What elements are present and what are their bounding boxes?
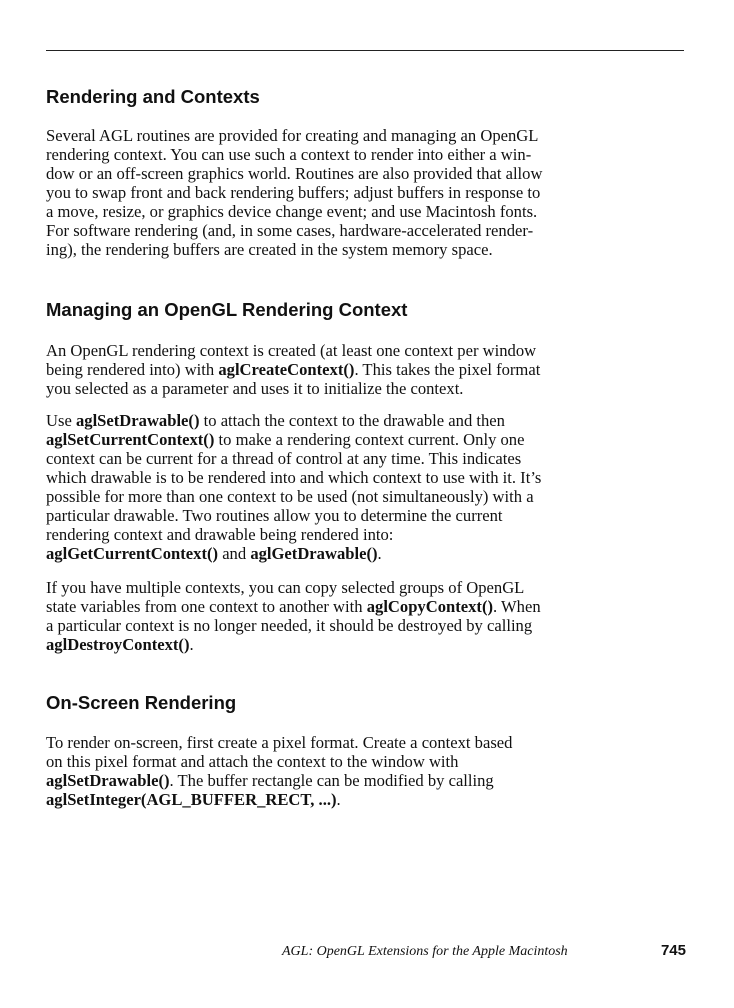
text-line: possible for more than one context to be used (not simultaneously) with a [46, 487, 534, 506]
text-line: Several AGL routines are provided for creating and managing an OpenGL [46, 126, 539, 145]
function-name: aglGetDrawable() [250, 544, 378, 563]
text-line: which drawable is to be rendered into and which context to use with it. It’s [46, 468, 542, 487]
text-line: state variables from one context to another with aglCopyContext(). When [46, 597, 541, 616]
text-line: a move, resize, or graphics device change event; and use Macintosh fonts. [46, 202, 538, 221]
section-heading-rendering-and-contexts: Rendering and Contexts [46, 86, 260, 107]
text-line: rendering context. You can use such a context to render into either a win- [46, 145, 532, 164]
text-line: Use aglSetDrawable() to attach the context to the drawable and then [46, 411, 505, 430]
function-name: aglDestroyContext() [46, 635, 190, 654]
text-line: aglDestroyContext(). [46, 635, 194, 654]
header-rule [46, 50, 684, 51]
paragraph-copy-context [46, 578, 696, 654]
page-number: 745 [660, 942, 686, 959]
text-line: aglSetDrawable(). The buffer rectangle can be modified by calling [46, 771, 494, 790]
text-line: you to swap front and back rendering buffers; adjust buffers in response to [46, 183, 541, 202]
function-name: aglGetCurrentContext() [46, 544, 219, 563]
function-name: aglSetCurrentContext() [46, 430, 215, 449]
text-line: An OpenGL rendering context is created (at least one context per window [46, 341, 537, 360]
text-line: you selected as a parameter and uses it to initialize the context. [46, 379, 464, 398]
function-name: aglSetInteger(AGL_BUFFER_RECT, ...) [46, 790, 337, 809]
text-line: on this pixel format and attach the context to the window with [46, 752, 459, 771]
text-line: aglSetCurrentContext() to make a rendering context current. Only one [46, 430, 525, 449]
paragraph-context-creation [46, 341, 696, 398]
function-name: aglSetDrawable() [75, 411, 200, 430]
text-line: context can be current for a thread of control at any time. This indicates [46, 449, 522, 468]
paragraph-on-screen [46, 733, 696, 809]
text-line: rendering context and drawable being rendered into: [46, 525, 394, 544]
text-line: aglGetCurrentContext() and aglGetDrawable(). [46, 544, 382, 563]
running-footer-title: AGL: OpenGL Extensions for the Apple Macintosh [282, 944, 568, 959]
function-name: aglSetDrawable() [46, 771, 170, 790]
text-line: being rendered into) with aglCreateContext(). This takes the pixel format [46, 360, 541, 379]
text-line: If you have multiple contexts, you can copy selected groups of OpenGL [46, 578, 525, 597]
paragraph-set-drawable [46, 411, 696, 563]
text-line: ing), the rendering buffers are created in the system memory space. [46, 240, 493, 259]
text-line: aglSetInteger(AGL_BUFFER_RECT, ...). [46, 790, 341, 809]
text-line: For software rendering (and, in some cases, hardware-accelerated render- [46, 221, 534, 240]
function-name: aglCopyContext() [366, 597, 494, 616]
section-heading-managing-context: Managing an OpenGL Rendering Context [46, 299, 408, 320]
section-heading-on-screen-rendering: On-Screen Rendering [46, 692, 237, 713]
text-line: a particular context is no longer needed, it should be destroyed by calling [46, 616, 533, 635]
text-line: To render on-screen, first create a pixel format. Create a context based [46, 733, 513, 752]
paragraph-rendering-contexts [46, 126, 696, 259]
text-line: particular drawable. Two routines allow you to determine the current [46, 506, 503, 525]
text-line: dow or an off-screen graphics world. Routines are also provided that allow [46, 164, 543, 183]
function-name: aglCreateContext() [218, 360, 355, 379]
